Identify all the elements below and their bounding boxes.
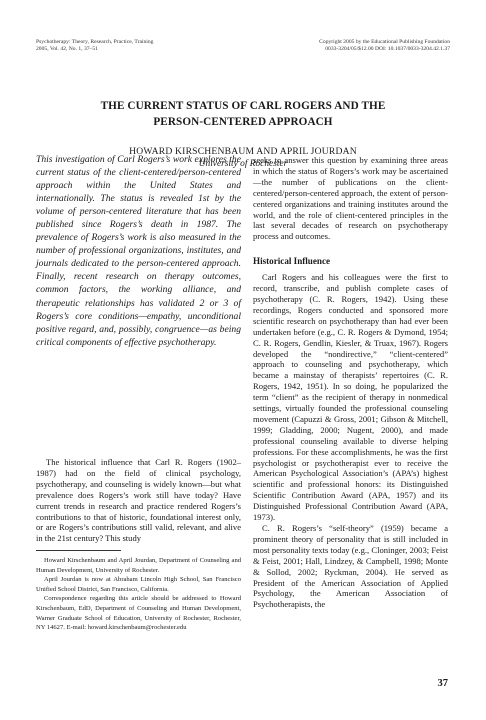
section-heading-historical-influence: Historical Influence (253, 256, 331, 267)
title-line-2: PERSON-CENTERED APPROACH (153, 116, 333, 128)
running-header-left (36, 39, 153, 53)
footnote-author-affiliation: Howard Kirschenbaum and April Jourdan, Department of Counseling and Human Development, University of Rochester. (36, 557, 241, 574)
right-column-body (253, 155, 448, 610)
abstract (36, 153, 241, 349)
abstract-text: This investigation of Carl Rogers’s work explores the current status of the client-centered/person-centered approach within the United States and internationally. The status is revealed 1st by the volume of person-centered literature that has been published since Rogers’s death in 1987. The prevalence of Rogers’s work is also measured in the number of professional organizations, institutes, and journals dedicated to the person-centered approach. Finally, recent research on therapy outcomes, common factors, the working alliance, and therapeutic relationships has validated 2 or 3 of Rogers’s core conditions—empathy, unconditional positive regard, and, possibly, congruence—as being critical components of effective psychotherapy. (36, 154, 241, 348)
footnotes (36, 556, 241, 633)
running-header-right (319, 39, 450, 53)
article-title (40, 98, 446, 130)
footnote-current-address: April Jourdan is now at Abraham Lincoln High School, San Francisco Unified School District, San Francisco, California. (36, 576, 241, 593)
author-names: HOWARD KIRSCHENBAUM AND APRIL JOURDAN (129, 146, 357, 157)
author-affiliation: University of Rochester (198, 159, 288, 169)
historical-paragraph-1: Carl Rogers and his colleagues were the first to record, transcribe, and publish complete cases of psychotherapy (C. R. Rogers, 1942). Using these recordings, Rogers conducted and sponsored more scientific research on psychotherapy than had ever been undertaken before (e.g., C. R. Rogers & Dymond, 1954; C. R. Rogers, Gendlin, Kiesler, & Truax, 1967). Rogers developed the “nondirective,” “client-centered” approach to counseling and psychotherapy, which became a mainstay of therapists’ repertoires (C. R. Rogers, 1942, 1951). In so doing, he popularized the term “client” as the recipient of therapy in nonmedical settings, virtually founded the professional counseling movement (Capuzzi & Gross, 2001; Gibson & Mitchell, 1999; Gladding, 2000; Nugent, 2000), and made professional counseling available to diverse helping professions. For these accomplishments, he was the first psychologist or psychotherapist ever to receive the American Psychological Association’s (APA’s) highest scientific and professional honors: its Distinguished Scientific Contribution Award (APA, 1957) and its Distinguished Professional Contribution Award (APA, 1973). (253, 272, 448, 523)
intro-paragraph: The historical influence that Carl R. Rogers (1902–1987) had on the field of clinical psychology, psychotherapy, and counseling is widely known—but what prevalence does Rogers’s work still have today? Have current trends in research and practice rendered Rogers’s contributions to that of historic, foundational interest only, or are Rogers’s contributions still valid, relevant, and alive in the 21st century? This study (36, 457, 241, 544)
footnote-correspondence: Correspondence regarding this article should be addressed to Howard Kirschenbaum, EdD, Department of Counseling and Human Development, Warner Graduate School of Education, University of Rochester, Rochester, NY 14627. E-mail: howard.kirschenbaum@rochester.edu (36, 595, 241, 632)
continuation-paragraph: seeks to answer this question by examining three areas in which the status of Rogers’s work may be ascertained—the number of publications on the client-centered/person-centered approach, the extent of person-centered organizations and training institutes around the world, and the role of client-centered principles in the last several decades of research on psychotherapy process and outcomes. (253, 155, 448, 242)
footnote-rule (36, 550, 121, 551)
left-column-body (36, 457, 241, 544)
journal-name: Psychotherapy: Theory, Research, Practice, Training (36, 39, 154, 45)
page-number: 37 (437, 678, 448, 689)
copyright-line: Copyright 2005 by the Educational Publishing Foundation (319, 39, 450, 45)
doi-line: 0033-3204/05/$12.00 DOI: 10.1037/0033-3204.42.1.37 (325, 46, 450, 52)
title-line-1: THE CURRENT STATUS OF CARL ROGERS AND THE (100, 100, 386, 112)
journal-volume: 2005, Vol. 42, No. 1, 37–51 (36, 46, 98, 52)
historical-paragraph-2: C. R. Rogers’s “self-theory” (1959) became a prominent theory of personality that is still included in most personality texts today (e.g., Cloninger, 2003; Feist & Feist, 2001; Hall, Lindzey, & Campbell, 1998; Monte & Sollod, 2002; Ryckman, 2004). He served as President of the American Association of Applied Psychology, the American Association of Psychotherapists, the (253, 523, 448, 610)
